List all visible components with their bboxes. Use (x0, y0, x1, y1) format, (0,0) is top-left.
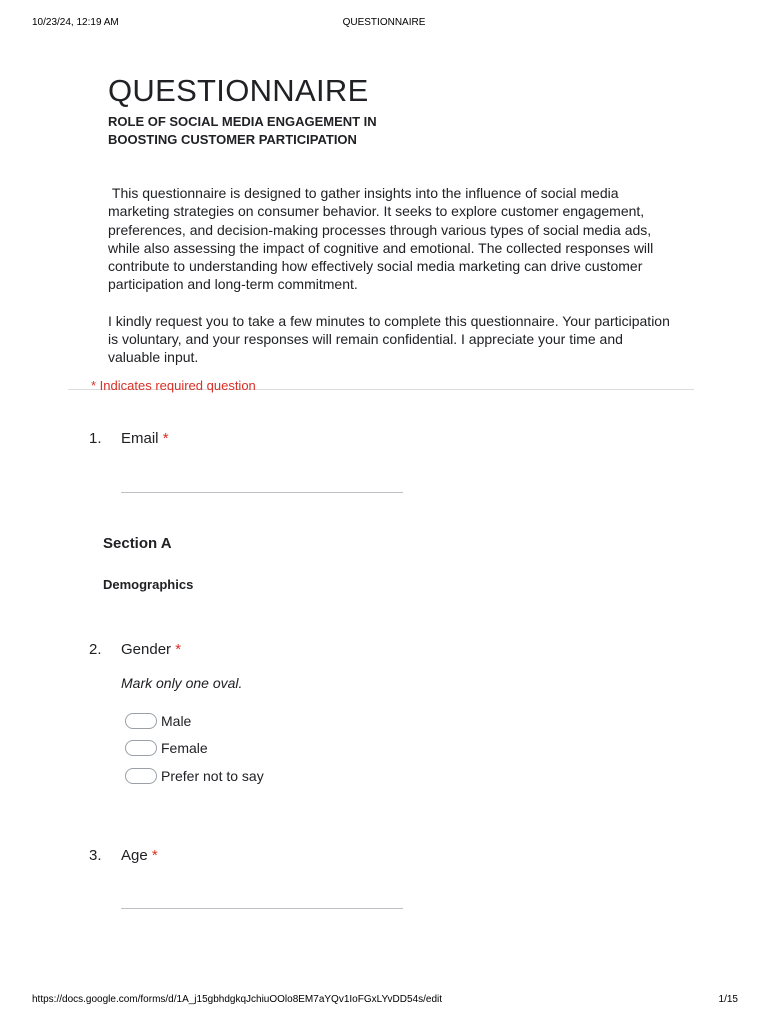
option-label: Prefer not to say (161, 768, 264, 784)
question-label-text: Gender (121, 641, 172, 658)
radio-oval[interactable] (125, 713, 157, 729)
question-label-text: Email (121, 430, 159, 447)
option-label: Female (161, 740, 208, 756)
section-title: Section A (103, 535, 172, 552)
required-note: * Indicates required question (91, 378, 256, 393)
question-number: 1. (89, 430, 102, 447)
question-label (121, 847, 158, 864)
question-label (121, 641, 181, 658)
required-asterisk: * (162, 430, 169, 447)
print-url: https://docs.google.com/forms/d/1A_j15gbhdgkqJchiuOOlo8EM7aYQv1IoFGxLYvDD54s/edit (32, 994, 443, 1005)
form-description (108, 184, 678, 367)
description-paragraph-2: I kindly request you to take a few minutes to complete this questionnaire. Your participation is voluntary, and your responses will remain confidential. I appreciate your time and valuable input. (108, 312, 670, 366)
radio-oval[interactable] (125, 768, 157, 784)
question-hint: Mark only one oval. (121, 675, 243, 691)
print-header (32, 17, 736, 31)
section-description: Demographics (103, 577, 194, 592)
age-answer-field[interactable] (121, 908, 403, 909)
description-paragraph-1: This questionnaire is designed to gather insights into the influence of social media marketing strategies on consumer behavior. It seeks to explore customer engagement, preferences, and decision-making processes through various types of social media ads, while also assessing the impact of cognitive and emotional. The collected responses will contribute to understanding how effectively social media marketing can drive customer participation and long-term commitment. (108, 185, 658, 293)
form-subtitle-line-1: ROLE OF SOCIAL MEDIA ENGAGEMENT IN (108, 114, 377, 129)
question-number: 2. (89, 641, 102, 658)
form-title: QUESTIONNAIRE (108, 73, 369, 108)
option-label: Male (161, 713, 192, 729)
question-number: 3. (89, 847, 102, 864)
question-label-text: Age (121, 847, 148, 864)
radio-oval[interactable] (125, 740, 157, 756)
form-subtitle-line-2: BOOSTING CUSTOMER PARTICIPATION (108, 132, 357, 147)
required-asterisk: * (151, 847, 158, 864)
print-footer (32, 994, 738, 1008)
required-asterisk: * (175, 641, 182, 658)
form-subtitle (108, 113, 428, 149)
print-page-title: QUESTIONNAIRE (342, 17, 426, 28)
question-label (121, 430, 169, 447)
print-page-number: 1/15 (718, 994, 738, 1005)
print-datetime: 10/23/24, 12:19 AM (32, 17, 119, 28)
email-answer-field[interactable] (121, 492, 403, 493)
